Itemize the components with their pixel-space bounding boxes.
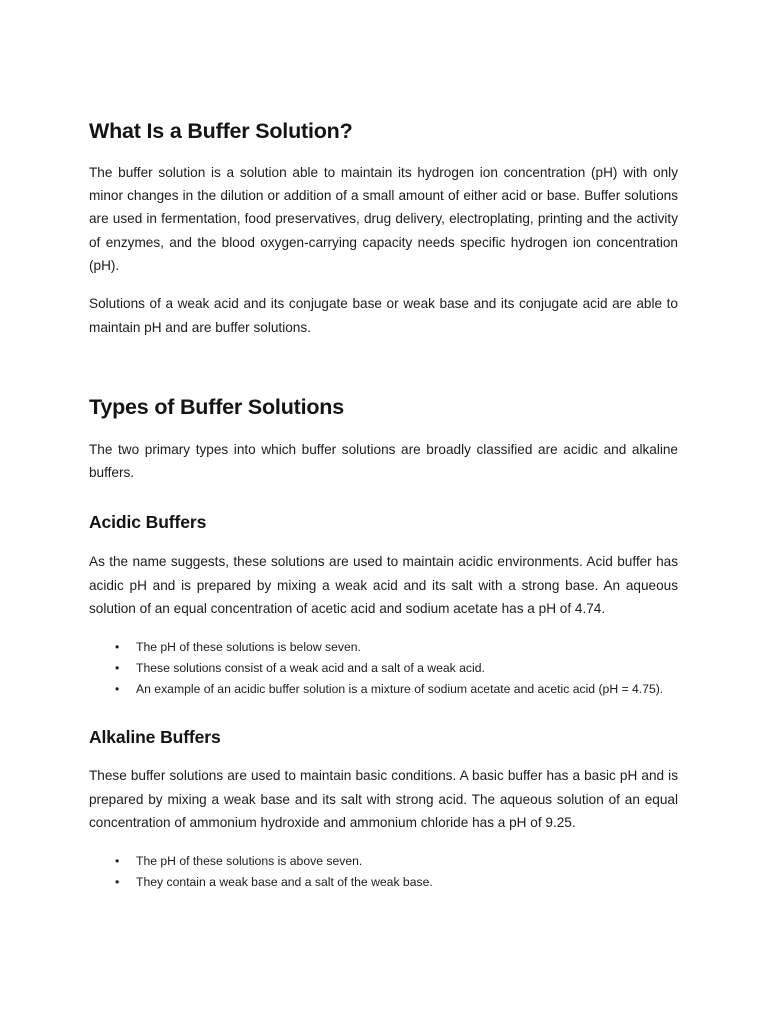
spacer [89, 339, 678, 394]
spacer [89, 145, 678, 161]
bullet-icon: • [115, 875, 120, 890]
spacer [89, 277, 678, 292]
spacer [89, 421, 678, 438]
spacer [89, 484, 678, 512]
list-item-text: These solutions consist of a weak acid and a salt of a weak acid. [136, 660, 485, 675]
list-item-text: The pH of these solutions is below seven. [136, 640, 361, 655]
spacer [89, 700, 678, 727]
bullet-icon: • [115, 681, 120, 696]
paragraph-weak-acid-conjugate: Solutions of a weak acid and its conjugate base or weak base and its conjugate acid are able to maintain pH and are buffer solutions. [89, 296, 678, 335]
spacer [89, 620, 678, 637]
list-item [89, 658, 678, 679]
heading-alkaline-buffers: Alkaline Buffers [89, 726, 221, 747]
list-item [89, 872, 678, 893]
paragraph-buffer-definition: The buffer solution is a solution able to maintain its hydrogen ion concentration (pH) with only minor changes in the dilution or addition of a small amount of either acid or base. Buffer solutions are used in fermentation, food preservatives, drug delivery, electroplating, printing and the activity of enzymes, and the blood oxygen-carrying capacity needs specific hydrogen ion concentration (pH). [89, 164, 678, 274]
bullet-icon: • [115, 660, 120, 675]
top-margin-spacer [89, 0, 678, 118]
spacer [89, 834, 678, 851]
spacer [89, 534, 678, 550]
list-item-text: The pH of these solutions is above seven. [136, 854, 363, 869]
list-item [89, 679, 678, 700]
paragraph-alkaline-buffers: These buffer solutions are used to maintain basic conditions. A basic buffer has a basic pH and is prepared by mixing a weak base and its salt with strong acid. The aqueous solution of an equal concentration of ammonium hydroxide and ammonium chloride has a pH of 9.25. [89, 768, 678, 831]
list-item [89, 851, 678, 872]
bullet-icon: • [115, 640, 120, 655]
heading-what-is-a-buffer-solution: What Is a Buffer Solution? [89, 119, 353, 143]
list-item-text: They contain a weak base and a salt of the weak base. [136, 875, 433, 890]
list-item [89, 637, 678, 658]
spacer [89, 748, 678, 764]
heading-types-of-buffer-solutions: Types of Buffer Solutions [89, 394, 344, 419]
list-acidic-buffer-facts [89, 637, 678, 699]
list-alkaline-buffer-facts [89, 851, 678, 893]
paragraph-acidic-buffers: As the name suggests, these solutions are used to maintain acidic environments. Acid buffer has acidic pH and is prepared by mixing a weak acid and its salt with a strong base. An aqueous solution of an equal concentration of acetic acid and sodium acetate has a pH of 4.74. [89, 554, 678, 616]
bullet-icon: • [115, 854, 120, 869]
heading-acidic-buffers: Acidic Buffers [89, 512, 207, 533]
paragraph-two-primary-types: The two primary types into which buffer solutions are broadly classified are acidic and alkaline buffers. [89, 441, 678, 481]
document-body [89, 0, 678, 893]
list-item-text: An example of an acidic buffer solution is a mixture of sodium acetate and acetic acid (pH = 4.75). [136, 681, 664, 696]
